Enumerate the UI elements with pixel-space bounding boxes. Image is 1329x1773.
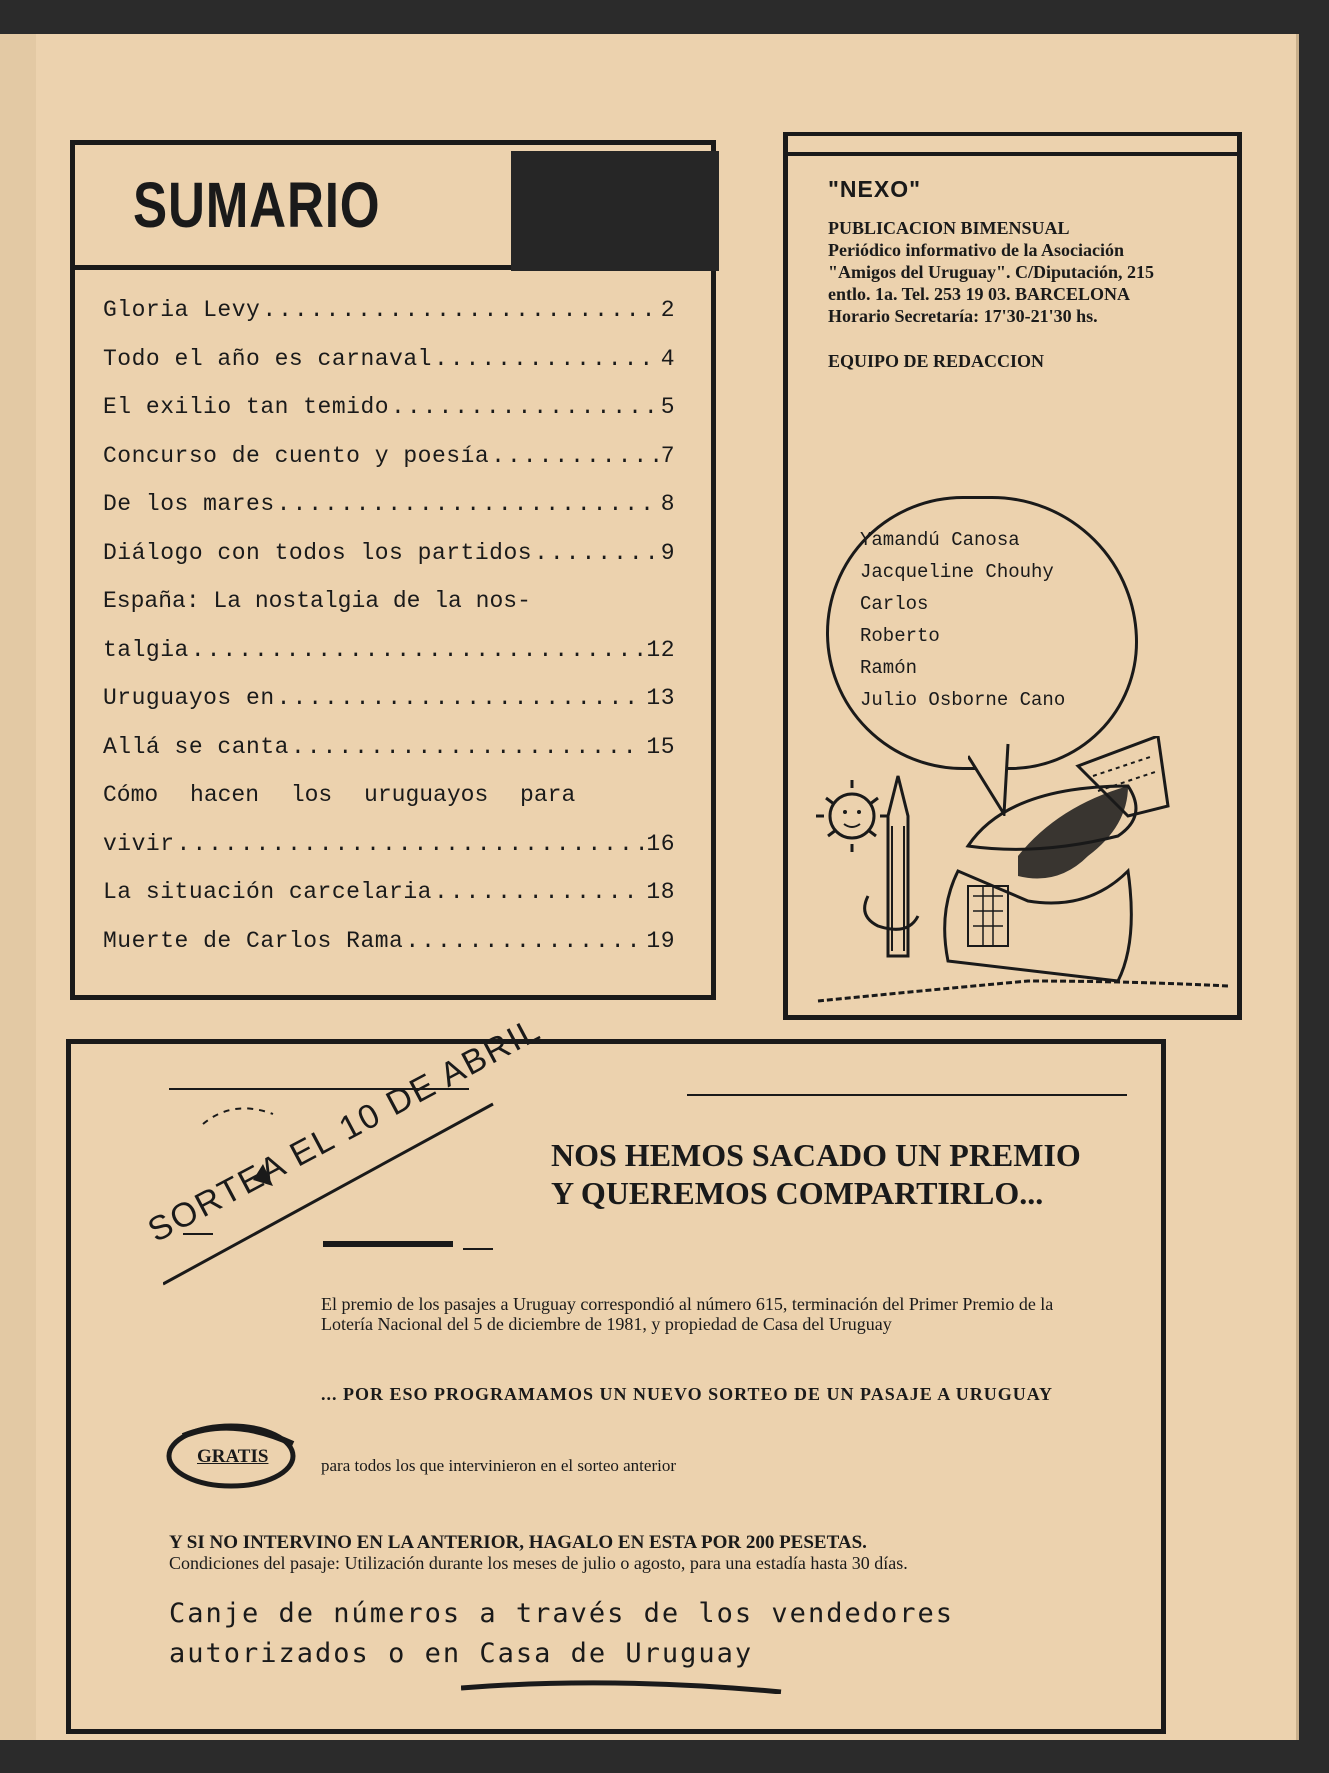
toc-item: Todo el año es carnaval ..... 4 bbox=[103, 346, 675, 395]
gratis-note: para todos los que intervinieron en el sorteo anterior bbox=[321, 1456, 676, 1475]
nexo-info-line: PUBLICACION BIMENSUAL bbox=[828, 218, 1070, 238]
conditions-text: Condiciones del pasaje: Utilización durante los meses de julio o agosto, para una estadía hasta 30 días. bbox=[169, 1553, 908, 1573]
team-member: Yamandú Canosa bbox=[860, 529, 1020, 551]
toc-item: Diálogo con todos los partidos ..... 9 bbox=[103, 540, 675, 589]
team-member: Roberto bbox=[860, 625, 940, 647]
toc-item: De los mares ..... 8 bbox=[103, 491, 675, 540]
page-spine bbox=[0, 34, 38, 1740]
table-of-contents bbox=[103, 297, 675, 976]
sumario-dark-block bbox=[511, 151, 719, 271]
headline-line-2: Y QUEREMOS COMPARTIRLO... bbox=[551, 1175, 1044, 1211]
sumario-title: SUMARIO bbox=[133, 169, 381, 241]
handwritten-underline bbox=[461, 1674, 791, 1694]
team-member: Julio Osborne Cano bbox=[860, 689, 1066, 711]
gratis-badge bbox=[163, 1416, 301, 1494]
nexo-top-rule bbox=[788, 152, 1237, 156]
magazine-page bbox=[36, 34, 1299, 1740]
team-member: Carlos bbox=[860, 593, 929, 615]
nexo-info-line: Periódico informativo de la Asociación bbox=[828, 240, 1124, 260]
raffle-announcement bbox=[66, 1010, 1166, 1734]
team-member: Jacqueline Chouhy bbox=[860, 561, 1054, 583]
rule-right bbox=[687, 1094, 1127, 1096]
toc-item-first-line: España: La nostalgia de la nos- bbox=[103, 588, 531, 614]
exchange-line-1: Canje de números a través de los vendedores bbox=[169, 1598, 954, 1629]
toc-item: vivir ..... 16 bbox=[103, 831, 675, 880]
conditions bbox=[169, 1532, 1069, 1573]
nexo-box bbox=[783, 132, 1242, 1020]
toc-item-first-line: Cómo hacen los uruguayos para bbox=[103, 782, 576, 808]
prize-paragraph: El premio de los pasajes a Uruguay correspondió al número 615, terminación del Primer Premio de la Lotería Nacional del 5 de diciembre de 1981, y propiedad de Casa del Uruguay bbox=[321, 1294, 1054, 1334]
toc-item: Concurso de cuento y poesía ..... 7 bbox=[103, 443, 675, 492]
conditions-heading: Y SI NO INTERVINO EN LA ANTERIOR, HAGALO EN ESTA POR 200 PESETAS. bbox=[169, 1532, 867, 1553]
nexo-title: "NEXO" bbox=[828, 176, 921, 202]
raffle-date-stamp: SORTEA EL 10 DE ABRIL bbox=[141, 1010, 548, 1250]
headline-line-1: NOS HEMOS SACADO UN PREMIO bbox=[551, 1137, 1081, 1173]
toc-item: La situación carcelaria ..... 18 bbox=[103, 879, 675, 928]
team-member: Ramón bbox=[860, 657, 918, 679]
nexo-info-line: "Amigos del Uruguay". C/Diputación, 215 bbox=[828, 262, 1155, 282]
exchange-note bbox=[169, 1594, 954, 1674]
new-raffle-paragraph: ... POR ESO PROGRAMAMOS UN NUEVO SORTEO DE UN PASAJE A URUGUAY bbox=[321, 1384, 1054, 1404]
toc-item: Uruguayos en ..... 13 bbox=[103, 685, 675, 734]
exchange-line-2: autorizados o en Casa de Uruguay bbox=[169, 1638, 754, 1669]
toc-item: El exilio tan temido ..... 5 bbox=[103, 394, 675, 443]
toc-item: Gloria Levy ..... 2 bbox=[103, 297, 675, 346]
team-list bbox=[860, 524, 1065, 716]
sun-icon bbox=[816, 780, 888, 852]
toc-item: Muerte de Carlos Rama ..... 19 bbox=[103, 928, 675, 977]
gaucho-illustration bbox=[808, 736, 1238, 1016]
headline bbox=[551, 1136, 1081, 1212]
team-heading: EQUIPO DE REDACCION bbox=[828, 351, 1045, 371]
nexo-masthead bbox=[828, 176, 1227, 372]
nexo-info-line: entlo. 1a. Tel. 253 19 03. BARCELONA bbox=[828, 284, 1131, 304]
toc-item: Allá se canta ..... 15 bbox=[103, 734, 675, 783]
sumario-box bbox=[70, 140, 716, 1000]
toc-item: talgia ..... 12 bbox=[103, 637, 675, 686]
gratis-label: GRATIS bbox=[197, 1446, 269, 1467]
nexo-info-line: Horario Secretaría: 17'30-21'30 hs. bbox=[828, 306, 1098, 326]
